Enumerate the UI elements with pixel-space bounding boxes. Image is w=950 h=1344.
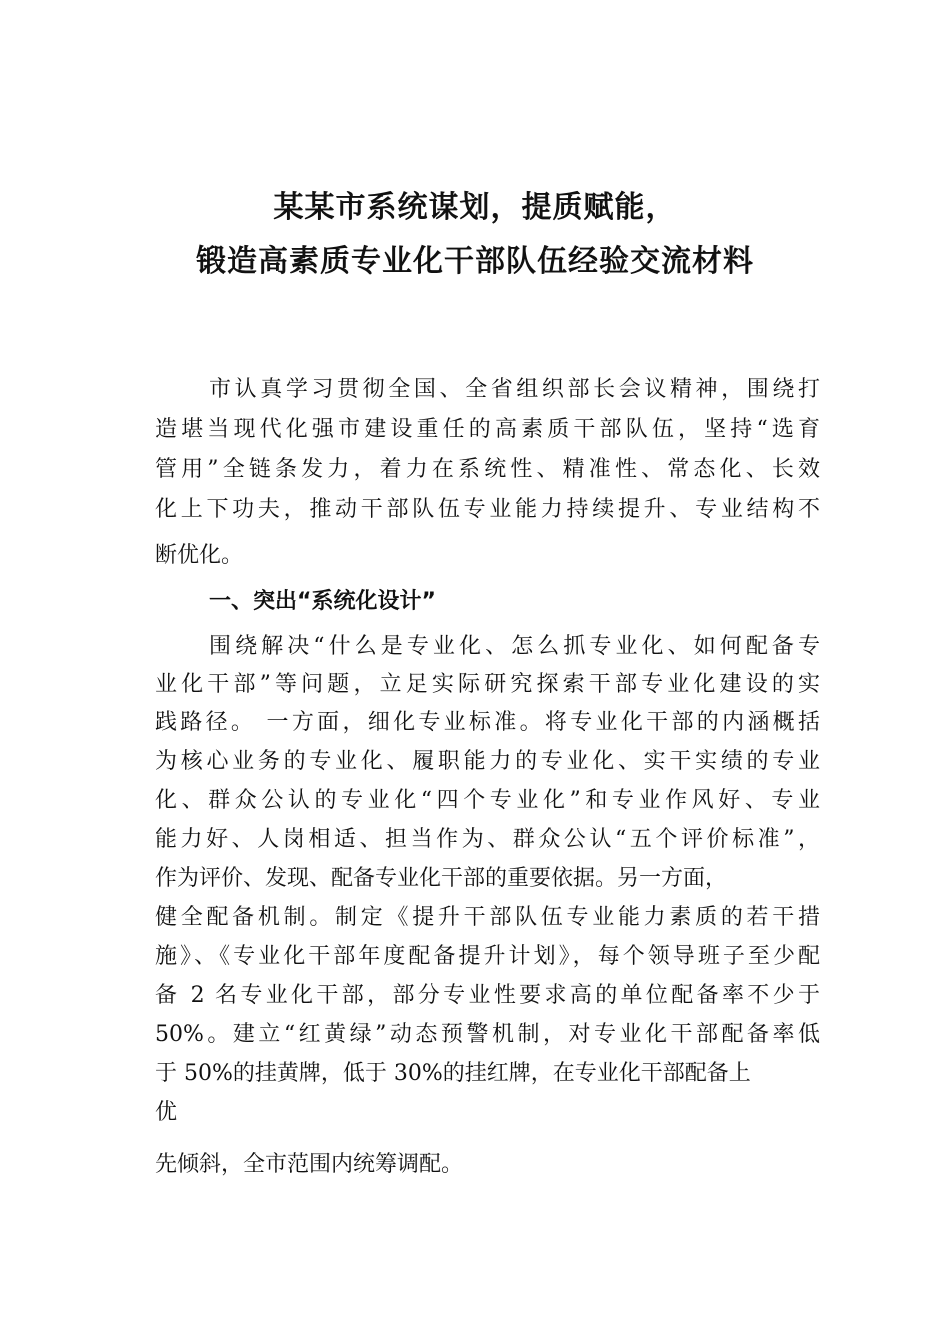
body-line: 施》、《专业化干部年度配备提升计划》，每个领导班子至少配: [155, 944, 820, 969]
body-line: 先倾斜，全市范围内统筹调配。: [155, 1152, 464, 1177]
title-line-1: 某某市系统谋划，提质赋能，: [273, 190, 677, 225]
body-line: 备 2 名专业化干部，部分专业性要求高的单位配备率不少于: [155, 983, 820, 1008]
body-line: 于 50%的挂黄牌，低于 30%的挂红牌，在专业化干部配备上: [155, 1061, 751, 1086]
body-line: 践路径。 一方面，细化专业标准。将专业化干部的内涵概括: [155, 710, 820, 735]
body-line: 业化干部”等问题，立足实际研究探索干部专业化建设的实: [155, 672, 820, 697]
section-heading: 一、突出“系统化设计”: [209, 589, 436, 614]
intro-line: 管用”全链条发力，着力在系统性、精准性、常态化、长效: [155, 457, 820, 482]
title-line-2: 锻造高素质专业化干部队伍经验交流材料: [196, 244, 754, 279]
body-line: 健全配备机制。制定《提升干部队伍专业能力素质的若干措: [155, 905, 820, 930]
body-line: 围绕解决“什么是专业化、怎么抓专业化、如何配备专: [209, 634, 820, 659]
body-line: 优: [155, 1100, 178, 1125]
intro-line: 市认真学习贯彻全国、全省组织部长会议精神，围绕打: [209, 377, 820, 402]
body-line: 能力好、人岗相适、担当作为、群众公认“五个评价标准”，: [155, 827, 820, 852]
intro-line: 化上下功夫，推动干部队伍专业能力持续提升、专业结构不: [155, 497, 820, 522]
body-line: 作为评价、发现、配备专业化干部的重要依据。另一方面，: [155, 866, 728, 891]
intro-line: 断优化。: [155, 543, 244, 568]
intro-line: 造堪当现代化强市建设重任的高素质干部队伍，坚持“选育: [155, 417, 820, 442]
body-line: 为核心业务的专业化、履职能力的专业化、实干实绩的专业: [155, 749, 820, 774]
body-line: 50%。建立“红黄绿”动态预警机制，对专业化干部配备率低: [155, 1022, 820, 1047]
body-line: 化、群众公认的专业化“四个专业化”和专业作风好、专业: [155, 788, 820, 813]
